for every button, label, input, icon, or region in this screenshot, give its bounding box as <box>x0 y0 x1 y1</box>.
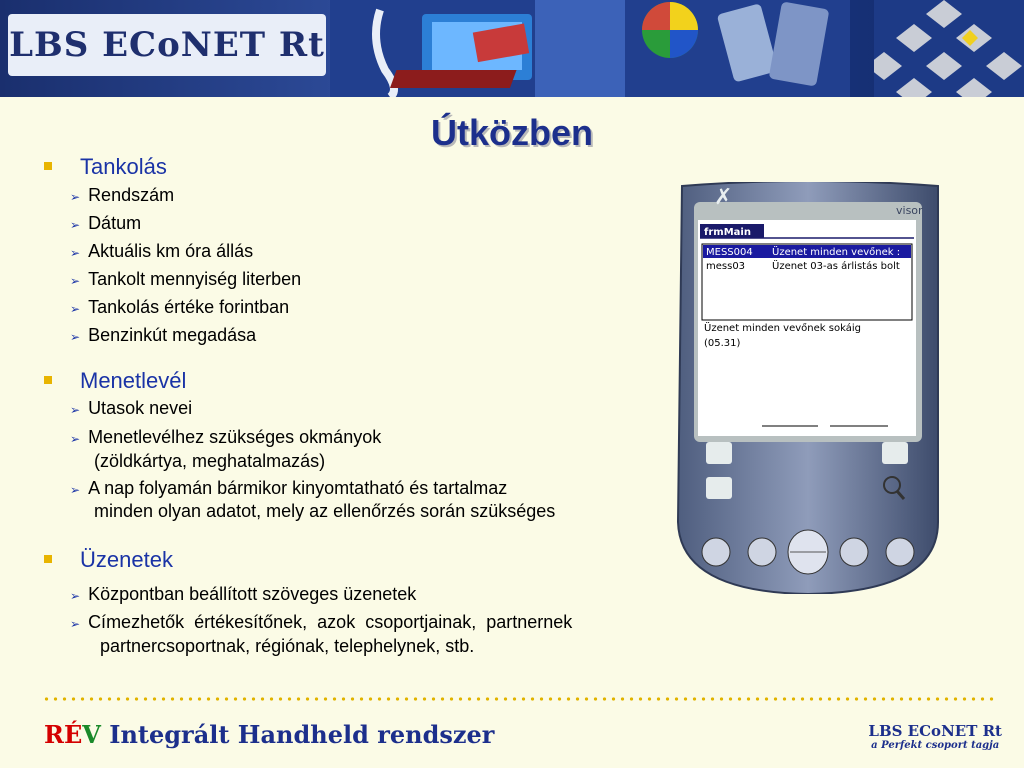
device-brand: visor <box>896 204 923 217</box>
arrow-bullet-icon: ➢ <box>70 432 81 446</box>
arrow-bullet-icon: ➢ <box>70 330 81 344</box>
list-item: ➢ Címezhetők értékesítőnek, azok csoportjainak, partnernek <box>70 612 573 632</box>
list-item: ➢ Utasok nevei <box>70 398 193 418</box>
arrow-bullet-icon: ➢ <box>70 274 81 288</box>
device-list-row-text: Üzenet minden vevőnek : <box>772 247 901 258</box>
list-item: ➢ Aktuális km óra állás <box>70 241 254 261</box>
list-item: ➢ Központban beállított szöveges üzenetek <box>70 584 417 604</box>
arrow-bullet-icon: ➢ <box>70 302 81 316</box>
arrow-bullet-icon: ➢ <box>70 190 81 204</box>
header-banner <box>0 0 1024 97</box>
device-list-row-text: Üzenet 03-as árlistás bolt <box>772 261 900 272</box>
svg-text:✗: ✗ <box>714 185 733 210</box>
device-hardware-button <box>702 538 730 566</box>
section-heading-uzenetek: Üzenetek <box>44 547 173 573</box>
section-heading-menetlevel: Menetlevél <box>44 368 186 394</box>
device-hardware-button <box>886 538 914 566</box>
company-logo-text: LBS ECoNET Rt <box>9 25 325 65</box>
device-hardware-button <box>840 538 868 566</box>
list-item: ➢ A nap folyamán bármikor kinyomtatható és tartalmaz <box>70 478 508 498</box>
arrow-bullet-icon: ➢ <box>70 403 81 417</box>
bullet-square-icon <box>44 162 52 170</box>
handheld-device <box>676 182 940 594</box>
arrow-bullet-icon: ➢ <box>70 218 81 232</box>
arrow-bullet-icon: ➢ <box>70 483 81 497</box>
footer-divider <box>42 697 998 701</box>
device-list-row-code: mess03 <box>706 261 746 272</box>
device-detail-text: (05.31) <box>704 338 741 349</box>
device-list-row-code: MESS004 <box>706 247 753 258</box>
arrow-bullet-icon: ➢ <box>70 246 81 260</box>
slide-title: Útközben <box>431 112 593 153</box>
device-detail-text: Üzenet minden vevőnek sokáig <box>704 323 861 334</box>
banner-illustration <box>330 0 850 97</box>
list-item: ➢ Benzinkút megadása <box>70 325 257 345</box>
list-item: ➢ Tankolt mennyiség literben <box>70 269 302 289</box>
bullet-square-icon <box>44 376 52 384</box>
arrow-bullet-icon: ➢ <box>70 589 81 603</box>
bullet-square-icon <box>44 555 52 563</box>
list-item-continuation: (zöldkártya, meghatalmazás) <box>94 451 326 471</box>
company-logo <box>8 14 326 76</box>
footer-title: RÉV Integrált Handheld rendszer <box>44 720 495 749</box>
list-item: ➢ Dátum <box>70 213 142 233</box>
arrow-bullet-icon: ➢ <box>70 617 81 631</box>
diamond-pattern <box>874 0 1024 97</box>
device-hardware-button <box>748 538 776 566</box>
list-item: ➢ Rendszám <box>70 185 175 205</box>
section-heading-tankolas: Tankolás <box>44 154 167 180</box>
device-form-title: frmMain <box>704 227 751 238</box>
footer-logo: LBS ECoNET Rt a Perfekt csoport tagja <box>868 722 1002 751</box>
list-item-continuation: minden olyan adatot, mely az ellenőrzés során szükséges <box>94 501 556 521</box>
list-item: ➢ Menetlevélhez szükséges okmányok <box>70 427 382 447</box>
list-item-continuation: partnercsoportnak, régiónak, telephelynek, stb. <box>100 636 475 656</box>
list-item: ➢ Tankolás értéke forintban <box>70 297 290 317</box>
